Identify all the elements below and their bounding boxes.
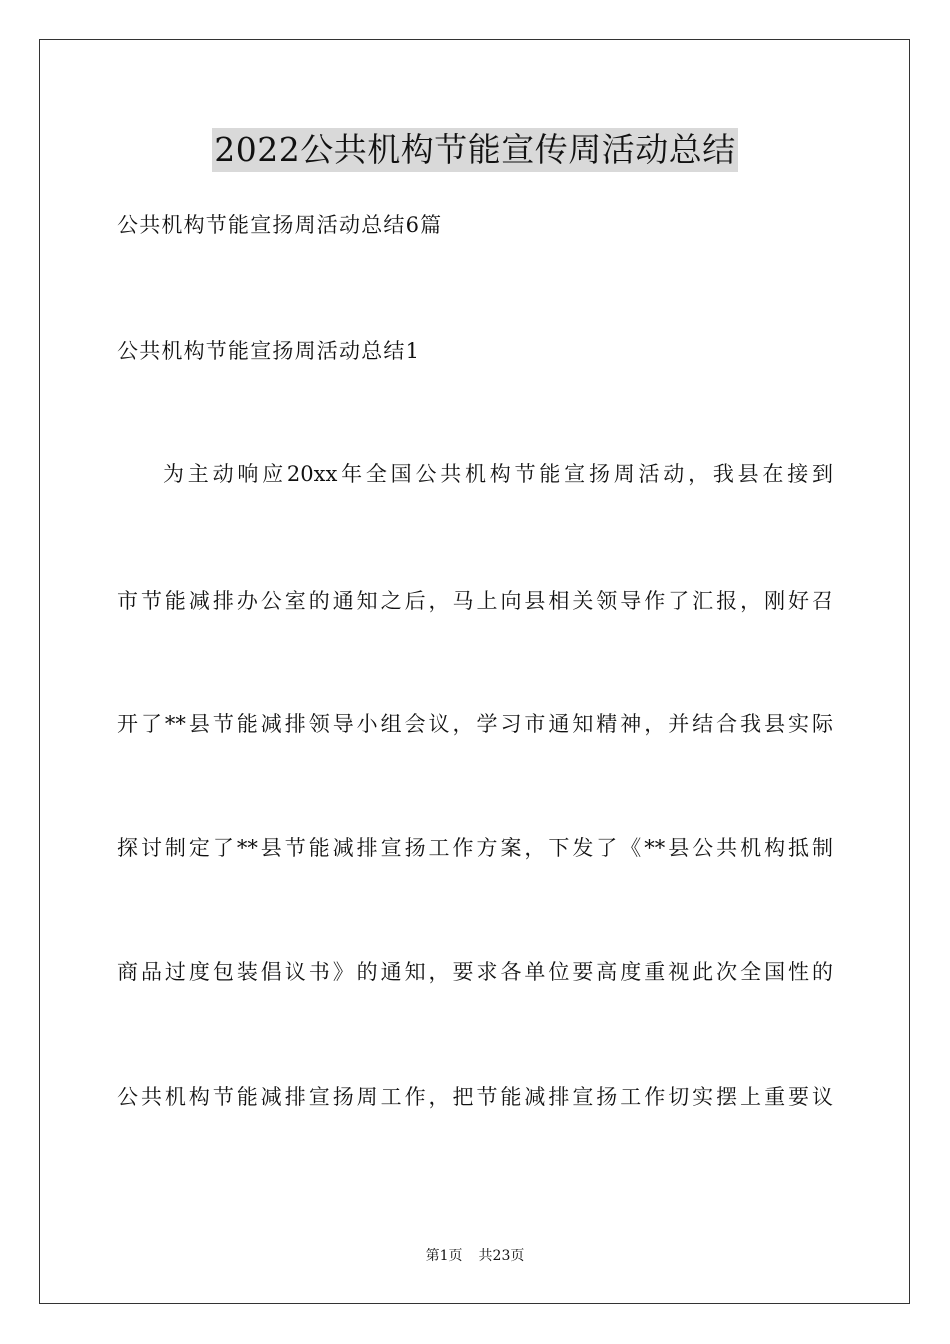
document-subtitle: 公共机构节能宣扬周活动总结6篇 xyxy=(117,213,443,237)
body-line: 为主动响应20xx年全国公共机构节能宣扬周活动，我县在接到 xyxy=(163,462,833,486)
body-line: 公共机构节能减排宣扬周工作，把节能减排宣扬工作切实摆上重要议 xyxy=(117,1085,833,1109)
page-footer xyxy=(0,1247,950,1265)
section-heading: 公共机构节能宣扬周活动总结1 xyxy=(117,339,421,363)
page-number-total: 共23页 xyxy=(478,1248,525,1264)
page-number-current: 第1页 xyxy=(425,1248,463,1264)
body-line: 市节能减排办公室的通知之后，马上向县相关领导作了汇报，刚好召 xyxy=(117,589,833,613)
document-title xyxy=(0,128,950,172)
body-line: 商品过度包装倡议书》的通知，要求各单位要高度重视此次全国性的 xyxy=(117,960,833,984)
body-line: 探讨制定了**县节能减排宣扬工作方案，下发了《**县公共机构抵制 xyxy=(117,836,833,860)
body-line: 开了**县节能减排领导小组会议，学习市通知精神，并结合我县实际 xyxy=(117,712,833,736)
document-title-text: 2022公共机构节能宣传周活动总结 xyxy=(212,128,737,172)
